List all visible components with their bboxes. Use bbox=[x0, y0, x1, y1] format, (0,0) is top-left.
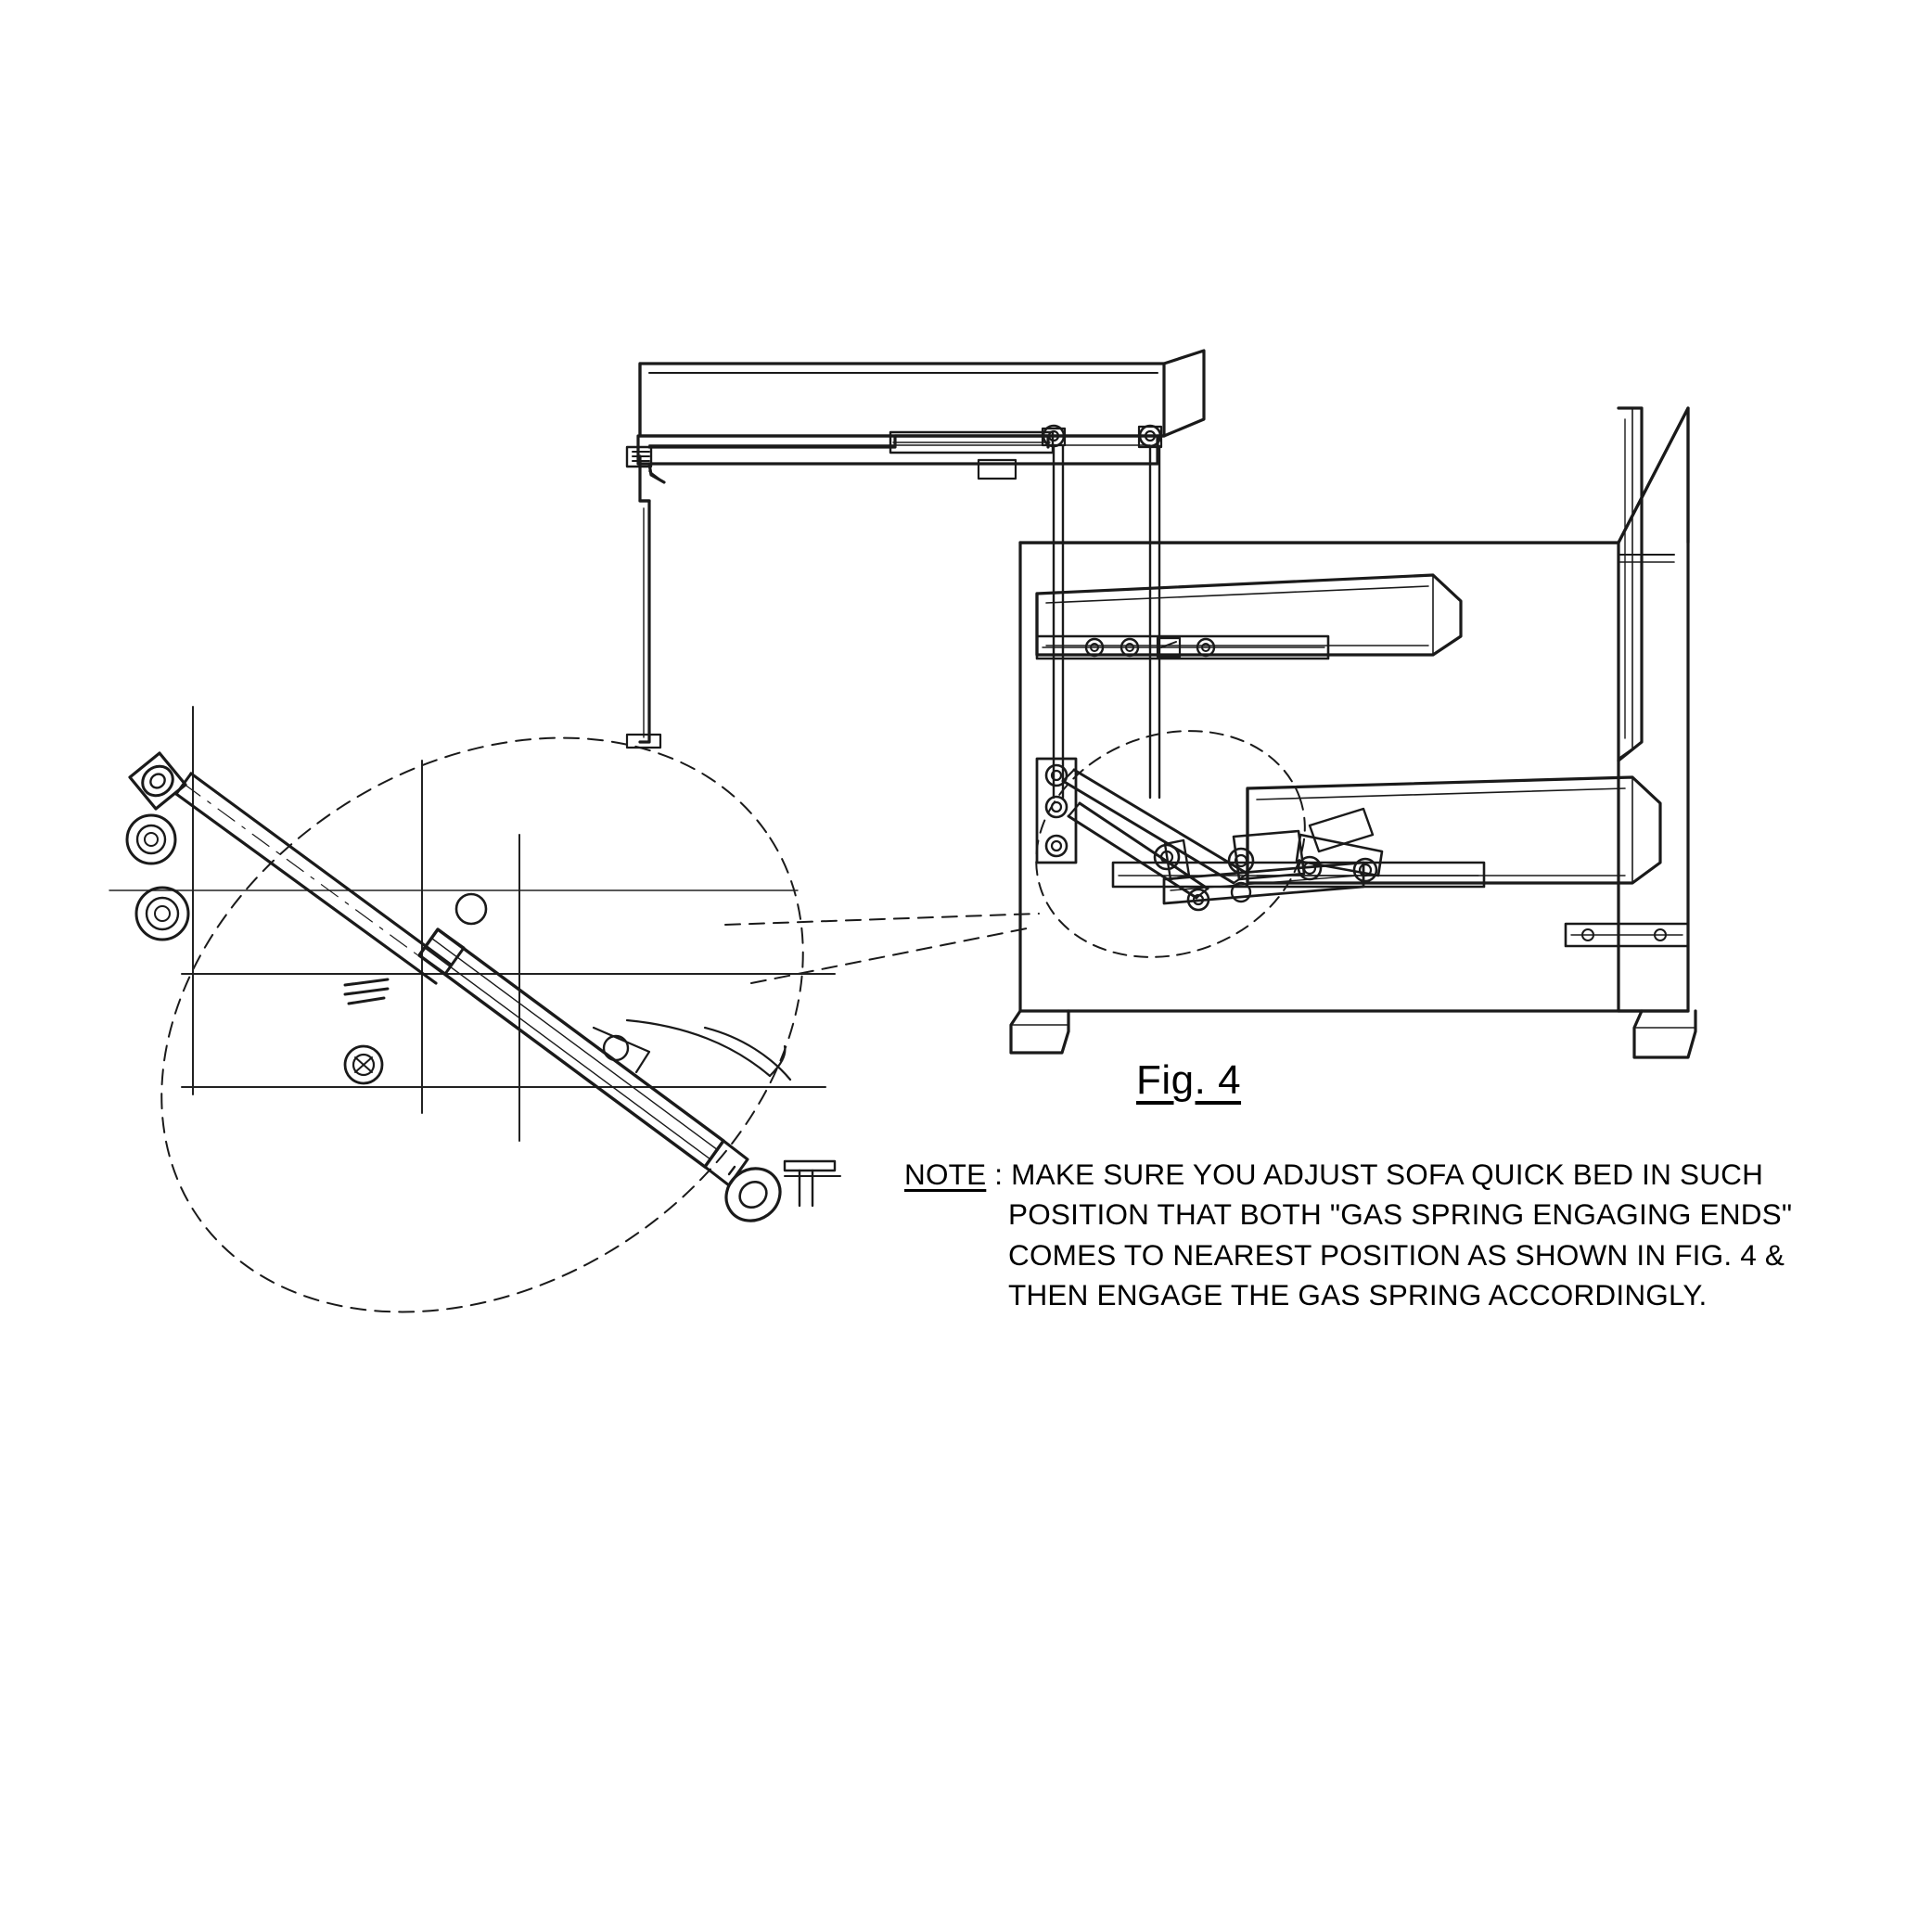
figure-caption: Fig. 4 bbox=[1136, 1057, 1242, 1103]
note-block bbox=[904, 1155, 1832, 1316]
callout-source-ellipse bbox=[1004, 694, 1337, 993]
bed-panel-extended bbox=[627, 351, 1204, 748]
mechanism-linkage-verticals bbox=[1054, 446, 1159, 798]
note-separator: : bbox=[986, 1158, 1012, 1191]
note-line-2: POSITION THAT BOTH "GAS SPRING ENGAGING ENDS" bbox=[1008, 1197, 1793, 1232]
note-line-1: MAKE SURE YOU ADJUST SOFA QUICK BED IN SUCH bbox=[1011, 1158, 1764, 1191]
sofa-body bbox=[1011, 408, 1695, 1057]
note-line-4: THEN ENGAGE THE GAS SPRING ACCORDINGLY. bbox=[1008, 1278, 1708, 1312]
note-line-3: COMES TO NEAREST POSITION AS SHOWN IN FIG. 4 & bbox=[1008, 1237, 1785, 1272]
callout-leader-lines bbox=[725, 914, 1039, 983]
note-label: NOTE bbox=[904, 1158, 987, 1191]
note-first-line bbox=[904, 1155, 1832, 1195]
detail-callout-ellipse bbox=[53, 621, 912, 1430]
gas-spring-detail bbox=[109, 707, 840, 1231]
scissor-linkage-mechanism bbox=[1037, 759, 1382, 910]
